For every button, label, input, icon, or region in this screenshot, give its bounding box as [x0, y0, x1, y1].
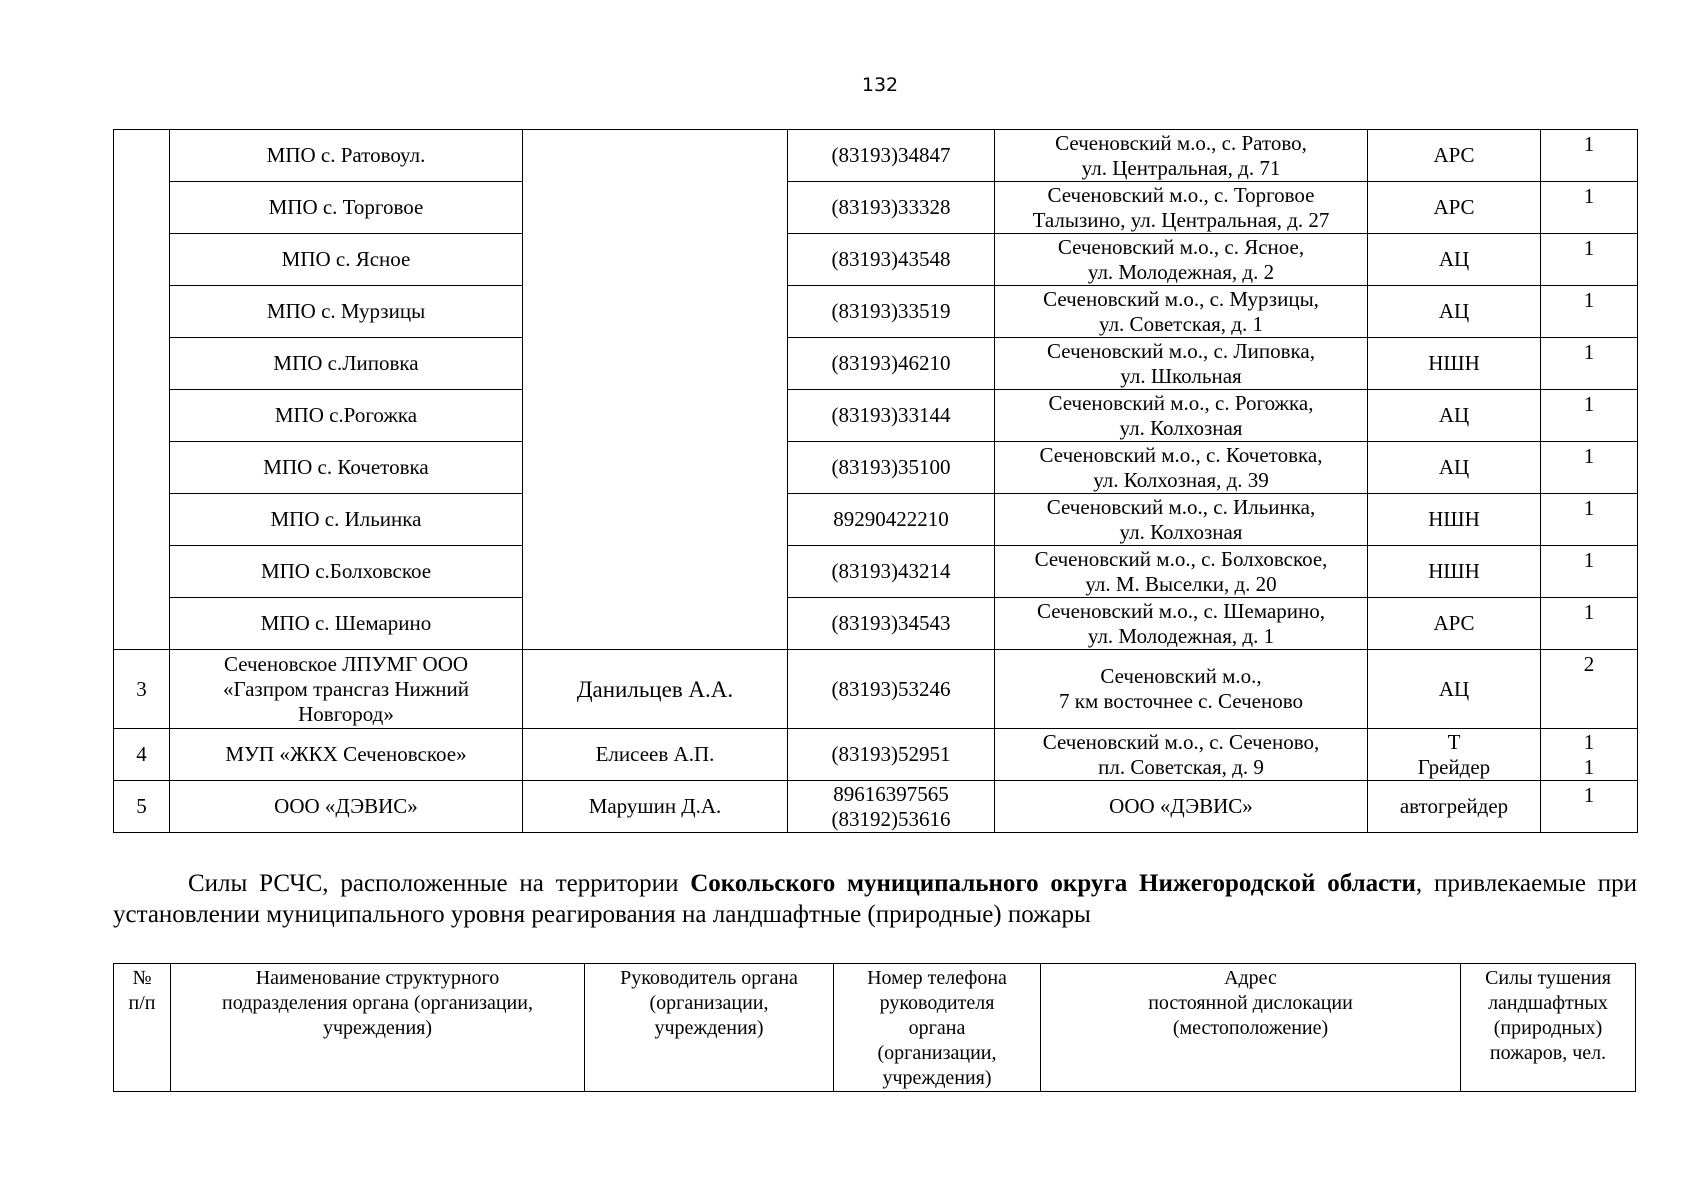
unit-name: МУП «ЖКХ Сеченовское» — [170, 729, 523, 781]
unit-phone: (83193)46210 — [788, 338, 995, 390]
unit-head-empty — [523, 130, 788, 650]
unit-address: Сеченовский м.о., с. Рогожка, ул. Колхозная — [995, 390, 1368, 442]
unit-phone: (83193)34847 — [788, 130, 995, 182]
unit-name: МПО с.Рогожка — [170, 390, 523, 442]
table-row — [114, 338, 1638, 390]
unit-equipment: НШН — [1368, 338, 1541, 390]
unit-phone: (83193)34543 — [788, 598, 995, 650]
table-row — [114, 494, 1638, 546]
unit-address: Сеченовский м.о., с. Ратово, ул. Центральная, д. 71 — [995, 130, 1368, 182]
table-row — [114, 546, 1638, 598]
unit-address: Сеченовский м.о., 7 км восточнее с. Сеченово — [995, 650, 1368, 729]
unit-phone: (83193)53246 — [788, 650, 995, 729]
unit-equipment: АЦ — [1368, 390, 1541, 442]
section-intro: Силы РСЧС, расположенные на территории Сокольского муниципального округа Нижегородской области, привлекаемые при установлении муниципального уровня реагирования на ландшафтные (природные) пожары — [113, 870, 1637, 928]
unit-name: МПО с. Торговое — [170, 182, 523, 234]
row-number: 4 — [114, 729, 170, 781]
unit-phone: (83193)33144 — [788, 390, 995, 442]
unit-equipment: АРС — [1368, 182, 1541, 234]
unit-head: Марушин Д.А. — [523, 781, 788, 833]
unit-phone: (83193)43214 — [788, 546, 995, 598]
unit-address: Сеченовский м.о., с. Ясное, ул. Молодежная, д. 2 — [995, 234, 1368, 286]
unit-name: МПО с. Мурзицы — [170, 286, 523, 338]
forces-table-header-sokolsky — [113, 963, 1636, 1092]
table-row — [114, 234, 1638, 286]
table-row — [114, 598, 1638, 650]
unit-name: ООО «ДЭВИС» — [170, 781, 523, 833]
unit-name: МПО с. Шемарино — [170, 598, 523, 650]
unit-count: 1 — [1541, 781, 1638, 833]
unit-name: МПО с. Ратовоул. — [170, 130, 523, 182]
unit-name: МПО с. Кочетовка — [170, 442, 523, 494]
unit-equipment: Т Грейдер — [1368, 729, 1541, 781]
unit-count: 1 — [1541, 598, 1638, 650]
unit-count: 1 — [1541, 442, 1638, 494]
header-phone: Номер телефона руководителя органа (организации, учреждения) — [834, 964, 1041, 1092]
unit-phone: (83193)43548 — [788, 234, 995, 286]
unit-address: Сеченовский м.о., с. Ильинка, ул. Колхозная — [995, 494, 1368, 546]
unit-name: МПО с. Ясное — [170, 234, 523, 286]
unit-equipment: АЦ — [1368, 286, 1541, 338]
unit-count: 1 — [1541, 546, 1638, 598]
unit-count: 1 — [1541, 182, 1638, 234]
unit-count: 1 — [1541, 338, 1638, 390]
row-number-empty — [114, 130, 170, 650]
unit-phone: (83193)35100 — [788, 442, 995, 494]
unit-name: Сеченовское ЛПУМГ ООО «Газпром трансгаз Нижний Новгород» — [170, 650, 523, 729]
table-row — [114, 781, 1638, 833]
unit-address: Сеченовский м.о., с. Мурзицы, ул. Советская, д. 1 — [995, 286, 1368, 338]
unit-address: Сеченовский м.о., с. Липовка, ул. Школьная — [995, 338, 1368, 390]
page-number: 132 — [861, 74, 899, 96]
unit-count: 1 — [1541, 234, 1638, 286]
unit-count: 1 — [1541, 130, 1638, 182]
unit-phone: (83193)52951 — [788, 729, 995, 781]
table-row — [114, 286, 1638, 338]
header-forces: Силы тушения ландшафтных (природных) пожаров, чел. — [1461, 964, 1636, 1092]
table-row — [114, 390, 1638, 442]
unit-address: Сеченовский м.о., с. Торговое Талызино, ул. Центральная, д. 27 — [995, 182, 1368, 234]
unit-equipment: автогрейдер — [1368, 781, 1541, 833]
unit-address: Сеченовский м.о., с. Болховское, ул. М. Выселки, д. 20 — [995, 546, 1368, 598]
table-row — [114, 130, 1638, 182]
unit-head: Данильцев А.А. — [523, 650, 788, 729]
header-num: № п/п — [114, 964, 171, 1092]
unit-head: Елисеев А.П. — [523, 729, 788, 781]
forces-table-sechenovsky — [113, 129, 1638, 833]
unit-phone: (83193)33519 — [788, 286, 995, 338]
unit-address: ООО «ДЭВИС» — [995, 781, 1368, 833]
unit-name: МПО с.Липовка — [170, 338, 523, 390]
unit-equipment: АЦ — [1368, 650, 1541, 729]
unit-equipment: НШН — [1368, 494, 1541, 546]
unit-count: 1 — [1541, 286, 1638, 338]
unit-count: 1 — [1541, 494, 1638, 546]
unit-name: МПО с.Болховское — [170, 546, 523, 598]
row-number: 3 — [114, 650, 170, 729]
table-row — [114, 650, 1638, 729]
header-head: Руководитель органа (организации, учреждения) — [585, 964, 834, 1092]
unit-address: Сеченовский м.о., с. Сеченово, пл. Советская, д. 9 — [995, 729, 1368, 781]
unit-phone: 89290422210 — [788, 494, 995, 546]
table-row — [114, 442, 1638, 494]
unit-address: Сеченовский м.о., с. Шемарино, ул. Молодежная, д. 1 — [995, 598, 1368, 650]
unit-count: 1 1 — [1541, 729, 1638, 781]
table-row — [114, 182, 1638, 234]
row-number: 5 — [114, 781, 170, 833]
unit-address: Сеченовский м.о., с. Кочетовка, ул. Колхозная, д. 39 — [995, 442, 1368, 494]
table-row — [114, 729, 1638, 781]
unit-phone: (83193)33328 — [788, 182, 995, 234]
unit-equipment: НШН — [1368, 546, 1541, 598]
unit-phone: 89616397565 (83192)53616 — [788, 781, 995, 833]
unit-equipment: АРС — [1368, 130, 1541, 182]
unit-count: 2 — [1541, 650, 1638, 729]
header-address: Адрес постоянной дислокации (местоположение) — [1041, 964, 1461, 1092]
district-name: Сокольского муниципального округа Нижегородской области — [690, 870, 1416, 897]
unit-count: 1 — [1541, 390, 1638, 442]
table-header-row — [114, 964, 1636, 1092]
unit-equipment: АЦ — [1368, 442, 1541, 494]
header-name: Наименование структурного подразделения органа (организации, учреждения) — [171, 964, 585, 1092]
unit-equipment: АРС — [1368, 598, 1541, 650]
unit-equipment: АЦ — [1368, 234, 1541, 286]
unit-name: МПО с. Ильинка — [170, 494, 523, 546]
